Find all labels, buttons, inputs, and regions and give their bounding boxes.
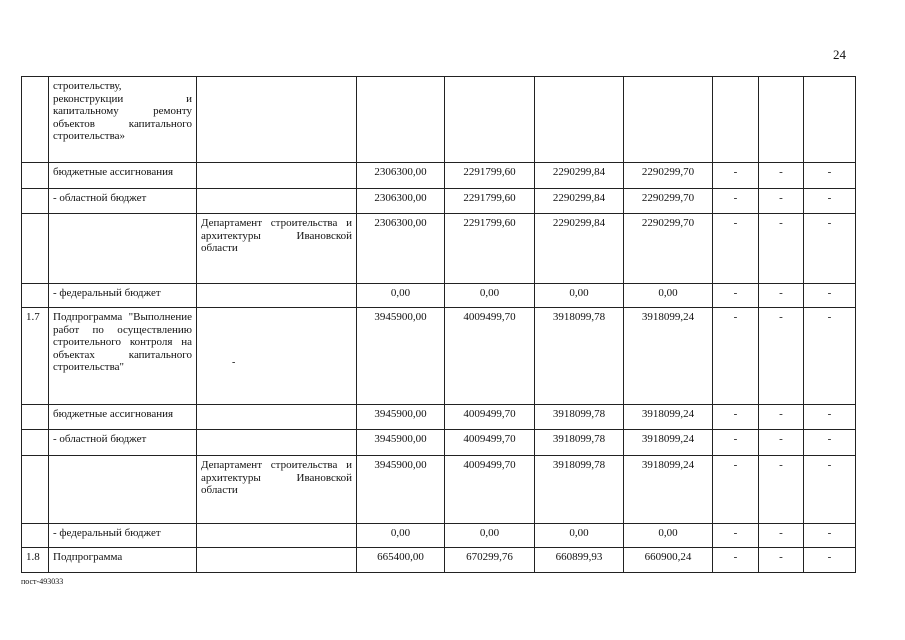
value-cell: 4009499,70 bbox=[445, 456, 535, 524]
program-name-cell: Подпрограмма bbox=[49, 548, 197, 573]
department-cell bbox=[197, 189, 357, 214]
dash-cell: - bbox=[804, 430, 856, 456]
row-number-cell: 1.8 bbox=[22, 548, 49, 573]
dash-cell: - bbox=[759, 430, 804, 456]
value-cell: 0,00 bbox=[535, 524, 624, 548]
table-row bbox=[22, 77, 856, 163]
program-name-cell: строительству, реконструкции и капитальному ремонту объектов капитального строительства» bbox=[49, 77, 197, 163]
table-row bbox=[22, 456, 856, 524]
dash-cell: - bbox=[804, 163, 856, 189]
dash-cell: - bbox=[713, 308, 759, 405]
department-cell bbox=[197, 163, 357, 189]
program-name-cell: Подпрограмма "Выполнение работ по осуществлению строительного контроля на объектах капитального строительства" bbox=[49, 308, 197, 405]
value-cell: 0,00 bbox=[357, 284, 445, 308]
row-number-cell bbox=[22, 456, 49, 524]
department-cell bbox=[197, 430, 357, 456]
value-cell: 2306300,00 bbox=[357, 214, 445, 284]
dash-cell: - bbox=[804, 456, 856, 524]
department-cell bbox=[197, 405, 357, 430]
value-cell: 665400,00 bbox=[357, 548, 445, 573]
value-cell: 3945900,00 bbox=[357, 430, 445, 456]
value-cell: 670299,76 bbox=[445, 548, 535, 573]
value-cell: 3918099,78 bbox=[535, 430, 624, 456]
value-cell bbox=[535, 77, 624, 163]
value-cell: 2290299,70 bbox=[624, 214, 713, 284]
budget-table bbox=[21, 76, 856, 573]
dash-cell: - bbox=[713, 430, 759, 456]
value-cell: 3945900,00 bbox=[357, 456, 445, 524]
value-cell: 3945900,00 bbox=[357, 405, 445, 430]
department-cell bbox=[197, 548, 357, 573]
dash-cell: - bbox=[759, 189, 804, 214]
dash-cell: - bbox=[804, 405, 856, 430]
dash-cell: - bbox=[804, 308, 856, 405]
dash-cell: - bbox=[713, 456, 759, 524]
program-name-cell bbox=[49, 456, 197, 524]
value-cell: 4009499,70 bbox=[445, 405, 535, 430]
row-number-cell bbox=[22, 524, 49, 548]
program-name-cell: бюджетные ассигнования bbox=[49, 163, 197, 189]
table-row bbox=[22, 163, 856, 189]
row-number-cell bbox=[22, 77, 49, 163]
dash-cell: - bbox=[713, 524, 759, 548]
value-cell: 2290299,84 bbox=[535, 214, 624, 284]
table-row bbox=[22, 430, 856, 456]
dash-cell: - bbox=[804, 524, 856, 548]
table-row bbox=[22, 284, 856, 308]
value-cell: 2291799,60 bbox=[445, 163, 535, 189]
department-cell bbox=[197, 77, 357, 163]
value-cell: 0,00 bbox=[357, 524, 445, 548]
dash-cell: - bbox=[713, 284, 759, 308]
dash-cell: - bbox=[804, 214, 856, 284]
dash-cell: - bbox=[759, 284, 804, 308]
value-cell: 660899,93 bbox=[535, 548, 624, 573]
dash-cell: - bbox=[713, 214, 759, 284]
program-name-cell: - областной бюджет bbox=[49, 430, 197, 456]
value-cell: 0,00 bbox=[624, 284, 713, 308]
row-number-cell bbox=[22, 214, 49, 284]
value-cell: 2306300,00 bbox=[357, 163, 445, 189]
value-cell: 3918099,78 bbox=[535, 405, 624, 430]
table-row bbox=[22, 214, 856, 284]
department-cell bbox=[197, 308, 357, 405]
program-name-cell bbox=[49, 214, 197, 284]
value-cell: 2291799,60 bbox=[445, 189, 535, 214]
dash-cell: - bbox=[804, 548, 856, 573]
department-cell: Департамент строительства и архитектуры Ивановской области bbox=[197, 214, 357, 284]
program-name-cell: - федеральный бюджет bbox=[49, 284, 197, 308]
value-cell: 3918099,78 bbox=[535, 308, 624, 405]
value-cell: 3918099,24 bbox=[624, 430, 713, 456]
dash-cell: - bbox=[759, 548, 804, 573]
dash-cell: - bbox=[759, 456, 804, 524]
row-number-cell bbox=[22, 405, 49, 430]
value-cell: 2290299,84 bbox=[535, 163, 624, 189]
value-cell: 3918099,24 bbox=[624, 456, 713, 524]
row-number-cell: 1.7 bbox=[22, 308, 49, 405]
value-cell bbox=[445, 77, 535, 163]
department-cell: Департамент строительства и архитектуры Ивановской области bbox=[197, 456, 357, 524]
department-cell bbox=[197, 284, 357, 308]
value-cell: 4009499,70 bbox=[445, 430, 535, 456]
stray-mark: - bbox=[232, 357, 236, 368]
value-cell: 3918099,24 bbox=[624, 308, 713, 405]
table-row bbox=[22, 189, 856, 214]
value-cell: 2291799,60 bbox=[445, 214, 535, 284]
dash-cell: - bbox=[759, 308, 804, 405]
value-cell: 660900,24 bbox=[624, 548, 713, 573]
row-number-cell bbox=[22, 284, 49, 308]
dash-cell: - bbox=[713, 548, 759, 573]
dash-cell: - bbox=[804, 284, 856, 308]
dash-cell: - bbox=[804, 189, 856, 214]
value-cell: 2290299,70 bbox=[624, 189, 713, 214]
program-name-cell: - федеральный бюджет bbox=[49, 524, 197, 548]
program-name-cell: - областной бюджет bbox=[49, 189, 197, 214]
value-cell: 0,00 bbox=[535, 284, 624, 308]
value-cell: 0,00 bbox=[445, 524, 535, 548]
value-cell: 3945900,00 bbox=[357, 308, 445, 405]
value-cell: 2290299,84 bbox=[535, 189, 624, 214]
value-cell: 3918099,78 bbox=[535, 456, 624, 524]
value-cell bbox=[357, 77, 445, 163]
row-number-cell bbox=[22, 430, 49, 456]
row-number-cell bbox=[22, 163, 49, 189]
value-cell: 0,00 bbox=[445, 284, 535, 308]
empty-cell bbox=[759, 77, 804, 163]
table-row bbox=[22, 524, 856, 548]
dash-cell: - bbox=[759, 405, 804, 430]
value-cell: 0,00 bbox=[624, 524, 713, 548]
value-cell: 2290299,70 bbox=[624, 163, 713, 189]
dash-cell: - bbox=[713, 163, 759, 189]
empty-cell bbox=[713, 77, 759, 163]
value-cell: 2306300,00 bbox=[357, 189, 445, 214]
dash-cell: - bbox=[759, 163, 804, 189]
page-number: 24 bbox=[833, 47, 846, 62]
table-row bbox=[22, 308, 856, 405]
table-row bbox=[22, 405, 856, 430]
value-cell: 3918099,24 bbox=[624, 405, 713, 430]
dash-cell: - bbox=[713, 189, 759, 214]
empty-cell bbox=[804, 77, 856, 163]
dash-cell: - bbox=[759, 214, 804, 284]
dash-cell: - bbox=[713, 405, 759, 430]
program-name-cell: бюджетные ассигнования bbox=[49, 405, 197, 430]
department-cell bbox=[197, 524, 357, 548]
value-cell: 4009499,70 bbox=[445, 308, 535, 405]
footer-code: пост-493033 bbox=[21, 577, 64, 586]
row-number-cell bbox=[22, 189, 49, 214]
value-cell bbox=[624, 77, 713, 163]
dash-cell: - bbox=[759, 524, 804, 548]
table-row bbox=[22, 548, 856, 573]
